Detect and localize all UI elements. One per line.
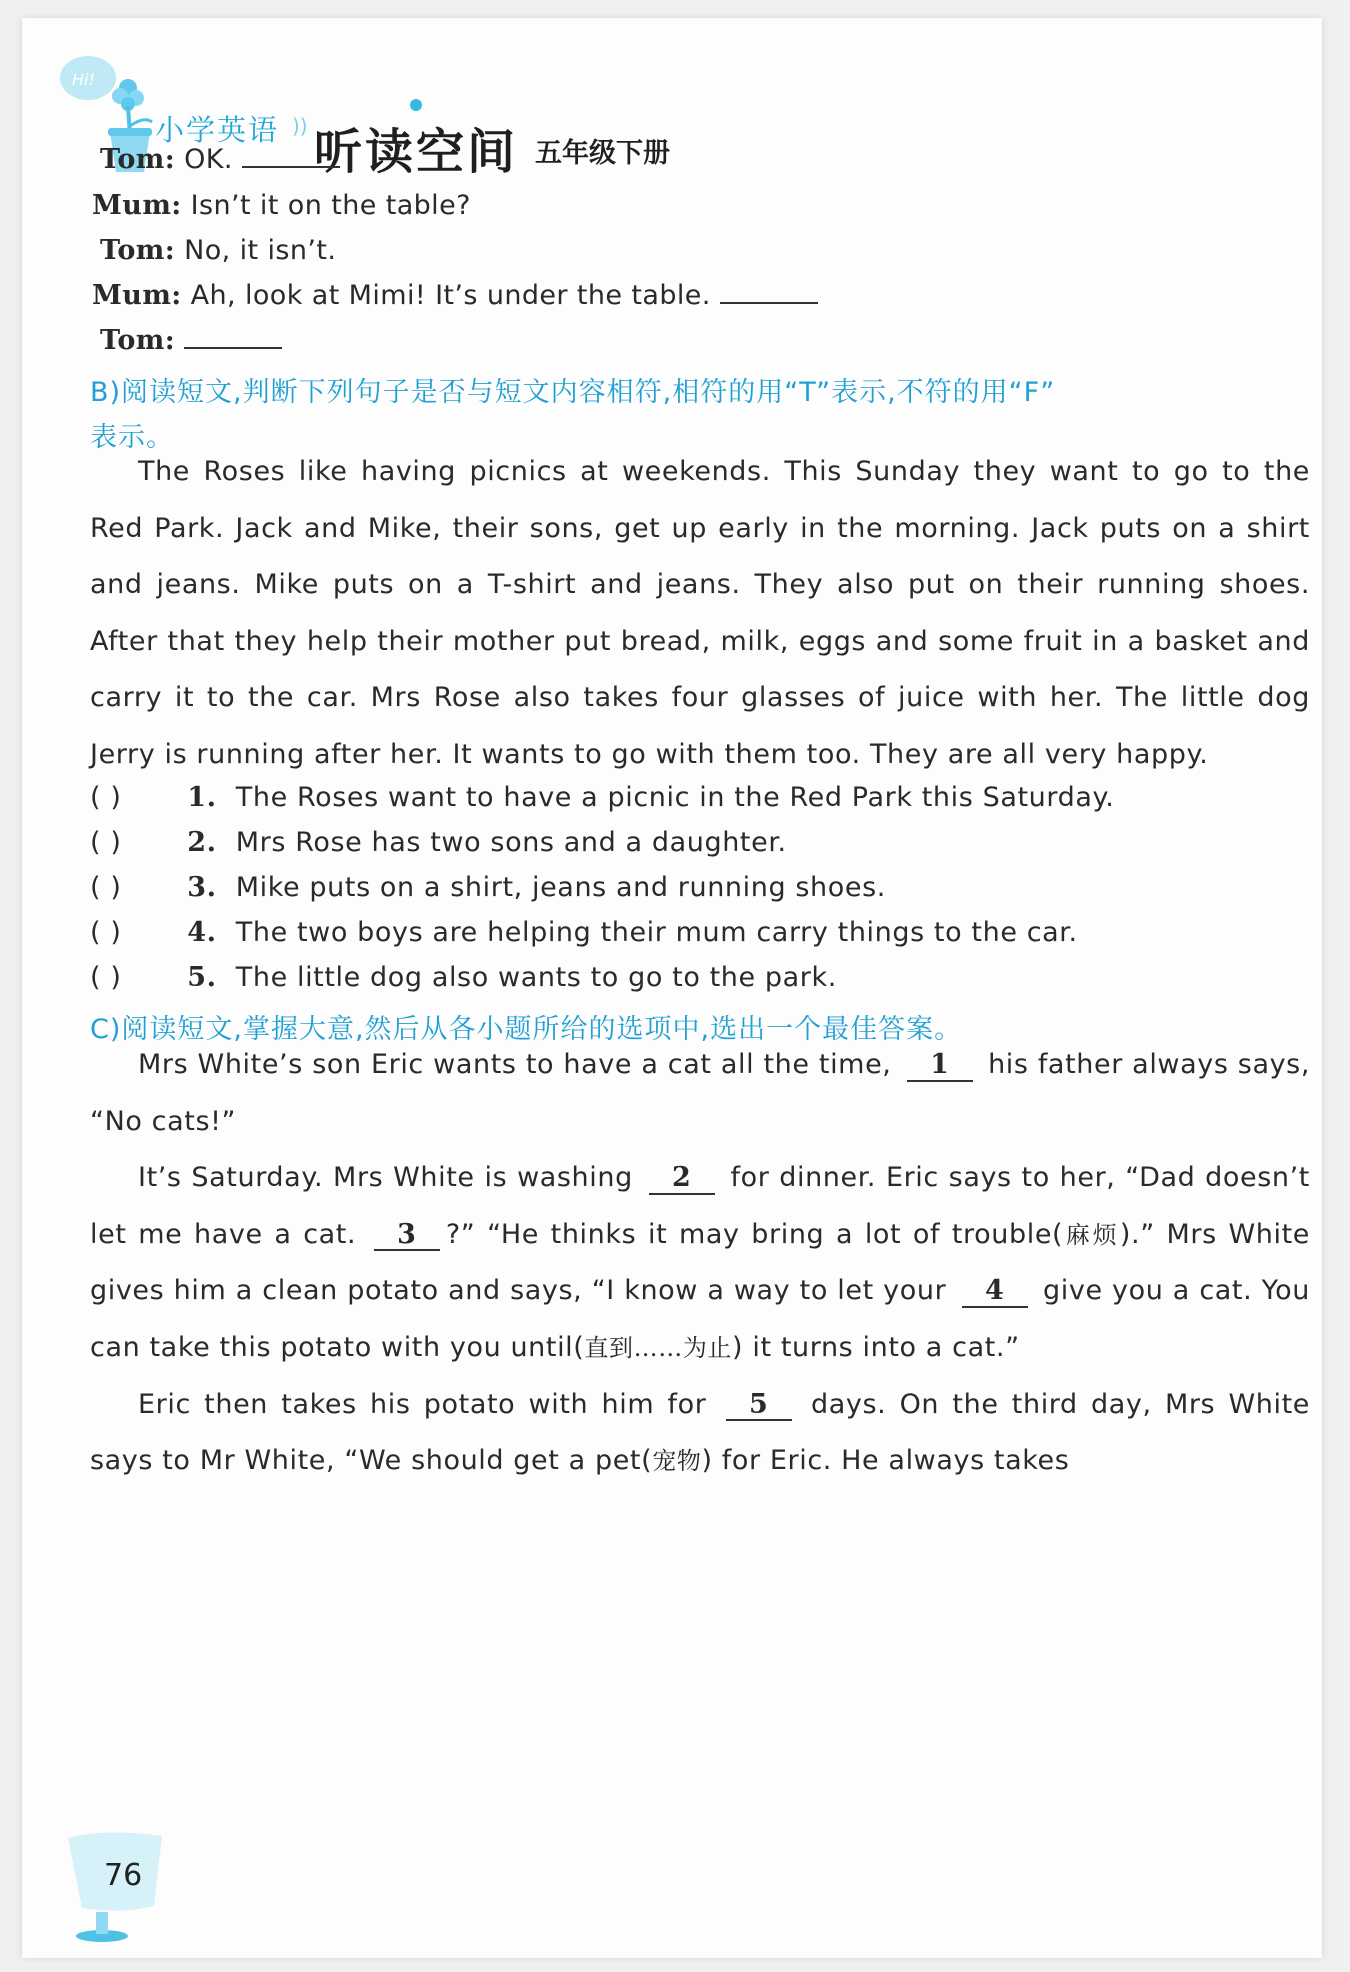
passage-text: give you a cat. You can take this potato with you until( [90,1275,1310,1363]
dialogue-text: Ah, look at Mimi! It’s under the table. [190,280,711,311]
passage-text: his father always says, “No cats!” [90,1049,1311,1137]
section-c-instruction: C)阅读短文,掌握大意,然后从各小题所给的选项中,选出一个最佳答案。 [90,1014,963,1045]
cloze-gap-2[interactable]: 2 [649,1163,715,1195]
cloze-gap-4[interactable]: 4 [962,1276,1028,1308]
section-b-instruction: B)阅读短文,判断下列句子是否与短文内容相符,相符的用“T”表示,不符的用“F” [90,377,1056,408]
logo-text: Hi! [72,70,95,89]
cloze-gap-3[interactable]: 3 [374,1220,440,1252]
book-title [314,113,518,182]
chinese-gloss: 宠物 [652,1447,702,1476]
passage-text: ) it turns into a cat.” [732,1331,1020,1363]
question-number: 5. [187,962,217,993]
title-dot [410,99,422,111]
passage-text: Mrs White’s son Eric wants to have a cat all the time, [138,1049,892,1080]
answer-parentheses[interactable]: ( ) [90,827,122,858]
answer-parentheses[interactable]: ( ) [90,872,122,903]
question-text: Mrs Rose has two sons and a daughter. [235,827,787,858]
dialogue-line [92,190,471,221]
passage-text: days. On the third day, Mrs White says to Mr White, “We should get a pet( [90,1388,1311,1477]
speaker: Tom: [100,144,176,175]
answer-parentheses[interactable]: ( ) [90,917,122,948]
chinese-gloss: 直到……为止 [584,1333,733,1362]
answer-blank[interactable] [242,144,340,168]
passage-text: Eric then takes his potato with him for [138,1388,707,1420]
passage-text: The Roses like having picnics at weekends. This Sunday they want to go to the Red Park. Jack and Mike, their sons, get up early in the morning. Jack puts on a shirt and jeans. Mike puts on a T-shirt and jeans. They also put on their running shoes. After that they help their mother put bread, milk, eggs and some fruit in a basket and carry it to the car. Mrs Rose also takes four glasses of juice with her. The little dog Jerry is running after her. It wants to go with them too. They are all very happy. [90,456,1310,770]
answer-blank[interactable] [720,280,818,304]
speaker: Mum: [92,190,182,221]
chinese-gloss: 麻烦 [1063,1220,1120,1249]
answer-parentheses[interactable]: ( ) [90,962,122,993]
grade-label: 五年级下册 [535,138,670,169]
passage-text: It’s Saturday. Mrs White is washing [138,1162,633,1194]
workbook-page [22,18,1322,1958]
section-b-instruction-cont: 表示。 [90,422,174,453]
dialogue-line [92,280,818,311]
speaker: Tom: [100,235,176,266]
passage-text: ?” “He thinks it may bring a lot of trouble( [445,1218,1064,1250]
cloze-gap-5[interactable]: 5 [726,1390,792,1422]
dialogue-line [100,144,340,175]
answer-parentheses[interactable]: ( ) [90,782,122,813]
question-number: 3. [187,872,217,903]
series-name: 小学英语 [155,113,280,147]
question-item [90,827,787,858]
book-title-text: 听读空间 [314,124,519,180]
question-item [90,782,1114,813]
answer-blank[interactable] [184,325,282,349]
dialogue-text: Isn’t it on the table? [190,190,471,221]
speaker: Tom: [100,325,176,356]
dialogue-line [100,325,282,356]
question-number: 2. [187,827,217,858]
page-number: 76 [104,1858,143,1893]
question-item [90,872,886,903]
section-b-passage [90,444,1310,784]
section-c-passage [90,1037,1310,1490]
question-text: The little dog also wants to go to the park. [235,962,837,993]
question-item [90,962,837,993]
question-text: Mike puts on a shirt, jeans and running shoes. [235,872,886,903]
dialogue-text: No, it isn’t. [184,235,337,266]
dialogue-line [100,235,336,266]
passage-text: ).” Mrs White gives him a clean potato and says, “I know a way to let your [90,1218,1310,1307]
question-text: The two boys are helping their mum carry things to the car. [235,917,1078,948]
question-number: 1. [187,782,217,813]
passage-text: ) for Eric. He always takes [701,1445,1070,1477]
question-text: The Roses want to have a picnic in the Red Park this Saturday. [235,782,1115,813]
passage-text: for dinner. Eric says to her, “Dad doesn’t let me have a cat. [90,1162,1310,1250]
sound-wave-icon: )) [292,114,308,138]
question-number: 4. [187,917,217,948]
dialogue-text: OK. [184,144,233,175]
speaker: Mum: [92,280,182,311]
cloze-gap-1[interactable]: 1 [907,1050,973,1082]
question-item [90,917,1078,948]
